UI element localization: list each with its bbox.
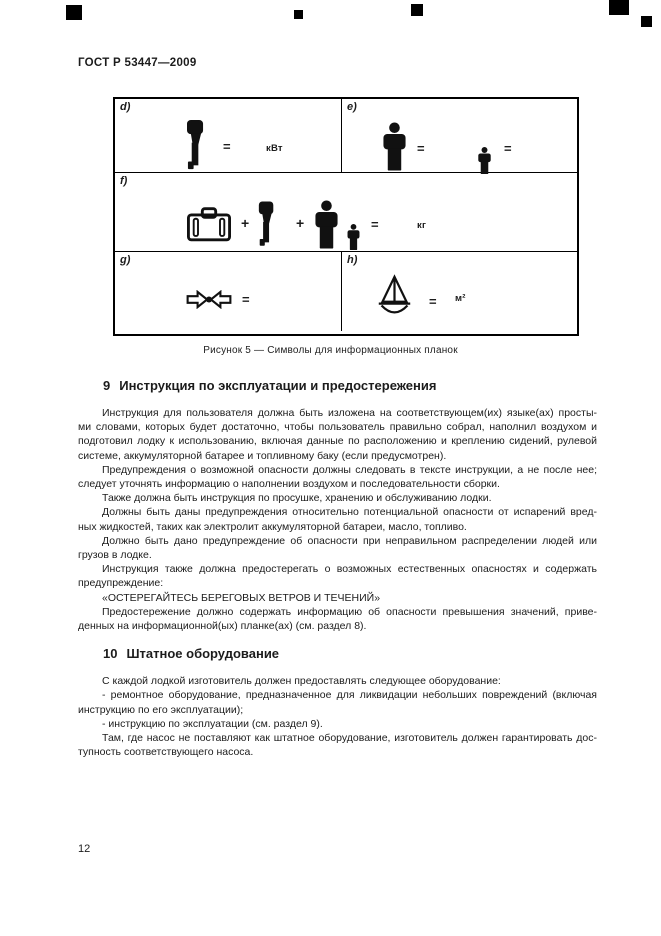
paragraph: [78, 605, 597, 633]
child-person-icon: [477, 147, 492, 174]
text-line: Предостережение должно содержать информацию об опасности превышения значений, приве-: [102, 605, 597, 618]
scan-artifact: [609, 0, 629, 15]
text-line: Должно быть дано предупреждение об опасности при неправильном распределении людей или: [102, 534, 597, 547]
paragraph: [78, 406, 597, 463]
equals-sign: =: [242, 292, 250, 307]
plus-sign: +: [296, 215, 305, 231]
outboard-motor-icon: [258, 201, 275, 248]
section-10-paragraphs: [78, 674, 597, 759]
equals-sign: =: [371, 217, 379, 232]
paragraph: [78, 688, 597, 716]
text-line: - ремонтное оборудование, предназначенное для ликвидации небольших повреждений (включая: [102, 689, 597, 702]
text-line: Также должна быть инструкция по просушке, хранению и обслуживанию лодки.: [102, 492, 492, 505]
paragraph: [78, 562, 597, 590]
paragraph: [78, 591, 597, 605]
section-9-paragraphs: [78, 406, 597, 633]
equals-sign: =: [417, 141, 425, 156]
sailboat-icon: [376, 274, 413, 324]
text-line: системе, аккумуляторной батарее и топливному баку (если предусмотрен).: [78, 449, 447, 462]
figure-caption: Рисунок 5 — Символы для информационных планок: [203, 345, 458, 356]
section-10-title: Штатное оборудование: [126, 646, 280, 662]
paragraph: [78, 717, 597, 731]
text-line: Инструкция для пользователя должна быть изложена на соответствующем(их) языке(ах) просты-: [102, 407, 597, 419]
adult-person-icon: [314, 199, 339, 250]
plus-sign: +: [241, 215, 250, 231]
paragraph: [78, 491, 597, 505]
standard-designation: ГОСТ Р 53447—2009: [78, 57, 197, 69]
text-line: подготовил лодку к использованию, включая данные по расположению и креплению сидений, рулевой: [78, 435, 597, 448]
panel-h-sail-area: [342, 252, 577, 331]
paragraph: [78, 674, 597, 688]
text-line: ми словами, которых будет достаточно, чтобы пользователь правильно собрал, наполнил воздухом и: [78, 421, 597, 434]
unit-kilogram: кг: [417, 220, 427, 231]
child-person-icon: [346, 224, 361, 250]
section-9-title: Инструкция по эксплуатации и предостережения: [119, 378, 437, 393]
text-line: предупреждение:: [78, 577, 164, 590]
text-line: ных жидкостей, таких как электролит аккумуляторной батареи, масло, топливо.: [78, 520, 467, 533]
suitcase-icon: [187, 207, 231, 242]
adult-person-icon: [382, 122, 407, 171]
text-line: Инструкция также должна предостерегать о возможных естественных опасностях и содержать: [102, 563, 597, 576]
unit-square-meter: м²: [455, 293, 466, 304]
paragraph: [78, 731, 597, 759]
pressure-arrows-icon: [186, 290, 232, 309]
outboard-motor-icon: [186, 120, 205, 171]
text-line: денных на информационной(ых) планке(ах) (см. раздел 8).: [78, 620, 367, 633]
text-line: тупность соответствующего насоса.: [78, 746, 254, 759]
text-line: следует уточнять информацию о наполнении воздухом и последовательности сборки.: [78, 478, 500, 491]
section-10-heading: [78, 646, 597, 662]
figure-symbols-table: [113, 97, 579, 336]
page-number: 12: [78, 843, 91, 855]
text-line: грузов в лодке.: [78, 549, 152, 562]
text-line: - инструкцию по эксплуатации (см. раздел 9).: [102, 717, 323, 730]
text-line: инструкцию по его эксплуатации);: [78, 703, 244, 716]
text-line: Предупреждения о возможной опасности должны следовать в тексте инструкции, а не после нее;: [102, 463, 597, 476]
scan-artifact: [411, 4, 423, 16]
scan-artifact: [66, 5, 82, 20]
text-line: Должны быть даны предупреждения относительно потенциальной опасности от испарений вред-: [102, 506, 597, 519]
paragraph: [78, 505, 597, 533]
panel-d-engine-power: [115, 99, 342, 172]
equals-sign: =: [223, 139, 231, 154]
text-line: С каждой лодкой изготовитель должен предоставлять следующее оборудование:: [102, 675, 501, 688]
panel-e-label: e): [347, 101, 357, 113]
scan-artifact: [641, 16, 652, 27]
panel-g-pressure: [115, 252, 342, 331]
figure-row-1: [115, 99, 577, 173]
panel-f-label: f): [120, 175, 128, 187]
text-line: «ОСТЕРЕГАЙТЕСЬ БЕРЕГОВЫХ ВЕТРОВ И ТЕЧЕНИЙ»: [102, 591, 381, 604]
panel-d-label: d): [120, 101, 131, 113]
text-line: Там, где насос не поставляют как штатное оборудование, изготовитель должен гарантировать дос-: [102, 732, 597, 745]
panel-h-label: h): [347, 254, 358, 266]
paragraph: [78, 463, 597, 491]
panel-f-max-load: [115, 173, 577, 252]
unit-kilowatt: кВт: [266, 143, 283, 154]
equals-sign: =: [429, 294, 437, 309]
equals-sign: =: [504, 141, 512, 156]
section-10-number: 10: [103, 646, 118, 662]
scan-artifact: [294, 10, 303, 19]
document-body: [78, 378, 597, 759]
paragraph: [78, 534, 597, 562]
section-9-heading: [78, 378, 597, 394]
panel-g-label: g): [120, 254, 131, 266]
figure-row-3: [115, 252, 577, 331]
panel-e-persons: [342, 99, 577, 172]
section-9-number: 9: [103, 378, 111, 393]
